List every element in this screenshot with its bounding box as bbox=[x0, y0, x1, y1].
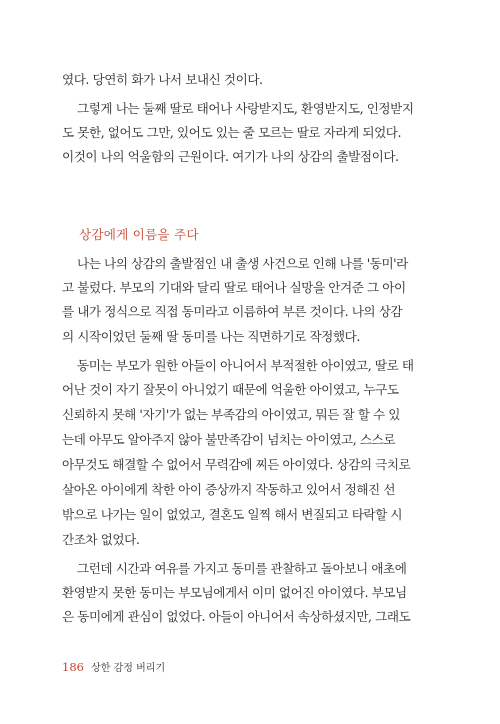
text-line: 의 시작이었던 둘째 딸 동미를 나는 직면하기로 작정했다. bbox=[62, 329, 360, 344]
text-line: 는데 아무도 알아주지 않아 불만족감이 넘치는 아이였고, 스스로 bbox=[62, 432, 396, 447]
text-line: 환영받지 못한 동미는 부모님에게서 이미 없어진 아이였다. 부모님 bbox=[62, 585, 407, 600]
text-line: 그렇게 나는 둘째 딸로 태어나 사랑받지도, 환영받지도, 인정받지 bbox=[77, 101, 414, 116]
text-line: 를 내가 정식으로 직접 동미라고 이름하여 부른 것이다. 나의 상감 bbox=[62, 304, 403, 319]
text-line: 나는 나의 상감의 출발점인 내 출생 사건으로 인해 나를 '동미'라 bbox=[77, 256, 408, 271]
text-line: 도 못한, 없어도 그만, 있어도 있는 줄 모르는 딸로 자라게 되었다. bbox=[62, 125, 402, 140]
text-line: 이것이 나의 억울함의 근원이다. 여기가 나의 상감의 출발점이다. bbox=[62, 149, 399, 164]
page-number: 186 bbox=[62, 660, 84, 674]
text-line: 그런데 시간과 여유를 가지고 동미를 관찰하고 돌아보니 애초에 bbox=[77, 561, 407, 576]
text-line: 어난 것이 자기 잘못이 아니었기 때문에 억울한 아이였고, 누구도 bbox=[62, 382, 399, 397]
text-line: 밖으로 나가는 일이 없었고, 결혼도 일찍 해서 변질되고 타락할 시 bbox=[62, 507, 403, 522]
text-line: 동미는 부모가 원한 아들이 아니어서 부적절한 아이였고, 딸로 태 bbox=[77, 358, 414, 373]
text-line: 아무것도 해결할 수 없어서 무력감에 찌든 아이였다. 상감의 극치로 bbox=[62, 457, 411, 472]
running-title: 상한 감정 버리기 bbox=[91, 663, 166, 674]
text-line: 간조차 없었다. bbox=[62, 532, 140, 547]
text-line: 살아온 아이에게 착한 아이 증상까지 작동하고 있어서 정해진 선 bbox=[62, 482, 396, 497]
text-line: 신뢰하지 못해 '자기'가 없는 부족감의 아이였고, 뭐든 잘 할 수 있 bbox=[62, 407, 400, 422]
text-line: 였다. 당연히 화가 나서 보내신 것이다. bbox=[62, 72, 263, 87]
text-line: 은 동미에게 관심이 없었다. 아들이 아니어서 속상하셨지만, 그래도 bbox=[62, 609, 411, 624]
page-footer bbox=[62, 660, 165, 676]
text-line: 고 불렀다. 부모의 기대와 달리 딸로 태어나 실망을 안겨준 그 아이 bbox=[62, 280, 406, 295]
section-heading: 상감에게 이름을 주다 bbox=[79, 227, 199, 242]
